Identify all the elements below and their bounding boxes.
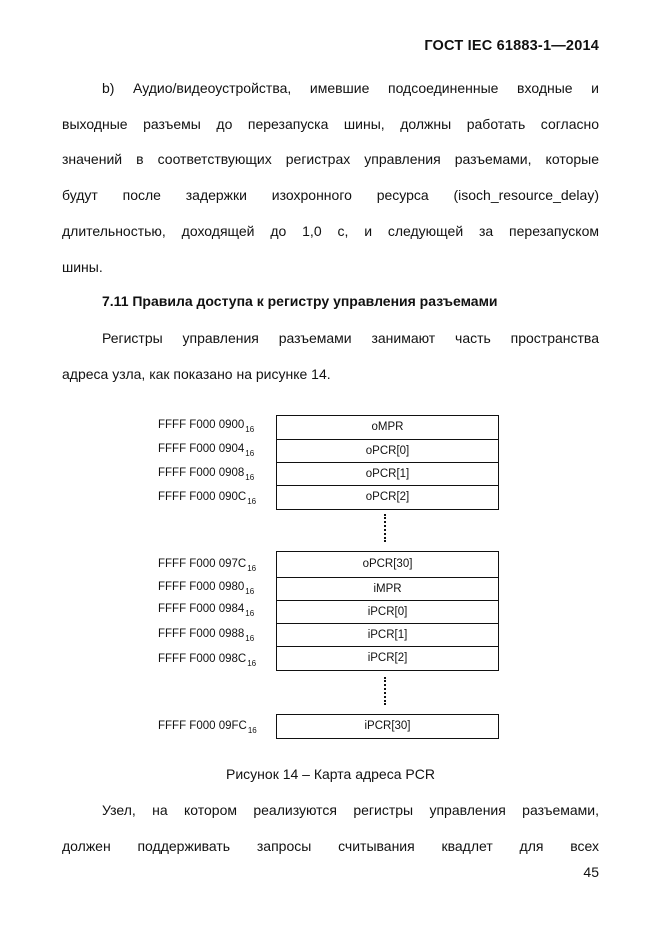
text-line: Узел, на котором реализуются регистры управления разъемами, bbox=[102, 802, 599, 818]
page-number: 45 bbox=[583, 864, 599, 880]
register-cell: oPCR[30] bbox=[362, 558, 413, 570]
address-label: FFFF F000 $0988_{16}$ bbox=[158, 628, 255, 643]
address-label: FFFF F000 $09FC_{16}$ bbox=[158, 720, 257, 735]
register-cell: oPCR[1] bbox=[277, 462, 498, 486]
text-line: должен поддерживать запросы считывания квадлет для всех bbox=[62, 838, 599, 854]
register-block-last bbox=[276, 714, 499, 739]
register-cell: oPCR[2] bbox=[277, 485, 498, 509]
text-line: длительностью, доходящей до 1,0 с, и следующей за перезапуском bbox=[62, 223, 599, 239]
address-label: FFFF F000 $0980_{16}$ bbox=[158, 581, 255, 596]
address-label: FFFF F000 $0904_{16}$ bbox=[158, 443, 255, 458]
text-line: будут после задержки изохронного ресурса (isoch_resource_delay) bbox=[62, 187, 599, 203]
address-label: FFFF F000 $0908_{16}$ bbox=[158, 467, 255, 482]
address-label: FFFF F000 $0900_{16}$ bbox=[158, 419, 255, 434]
register-block-input bbox=[276, 551, 499, 671]
address-label: FFFF F000 $097C_{16}$ bbox=[158, 558, 257, 573]
register-cell: iMPR bbox=[277, 577, 498, 601]
register-cell: iPCR[30] bbox=[364, 720, 411, 732]
register-cell: iPCR[1] bbox=[277, 623, 498, 647]
text-line: Регистры управления разъемами занимают часть пространства bbox=[102, 330, 599, 346]
address-label: FFFF F000 $098C_{16}$ bbox=[158, 653, 257, 668]
address-label: FFFF F000 $090C_{16}$ bbox=[158, 491, 257, 506]
figure-caption: Рисунок 14 – Карта адреса PCR bbox=[226, 766, 435, 782]
register-block-output bbox=[276, 415, 499, 510]
text-line: выходные разъемы до перезапуска шины, должны работать согласно bbox=[62, 116, 599, 132]
text-line: адреса узла, как показано на рисунке 14. bbox=[62, 366, 331, 382]
register-cell: oMPR bbox=[371, 421, 404, 433]
text-line: b) Аудио/видеоустройства, имевшие подсоединенные входные и bbox=[102, 80, 599, 96]
section-heading: 7.11 Правила доступа к регистру управления разъемами bbox=[102, 293, 498, 309]
text-line: значений в соответствующих регистрах управления разъемами, которые bbox=[62, 151, 599, 167]
document-id-header: ГОСТ IEC 61883-1—2014 bbox=[424, 38, 599, 54]
register-cell: iPCR[2] bbox=[277, 646, 498, 670]
register-cell: oPCR[0] bbox=[277, 439, 498, 463]
ellipsis-dots bbox=[384, 677, 389, 705]
address-label: FFFF F000 $0984_{16}$ bbox=[158, 603, 255, 618]
ellipsis-dots bbox=[384, 514, 389, 542]
text-line: шины. bbox=[62, 259, 103, 275]
register-cell: iPCR[0] bbox=[277, 600, 498, 624]
